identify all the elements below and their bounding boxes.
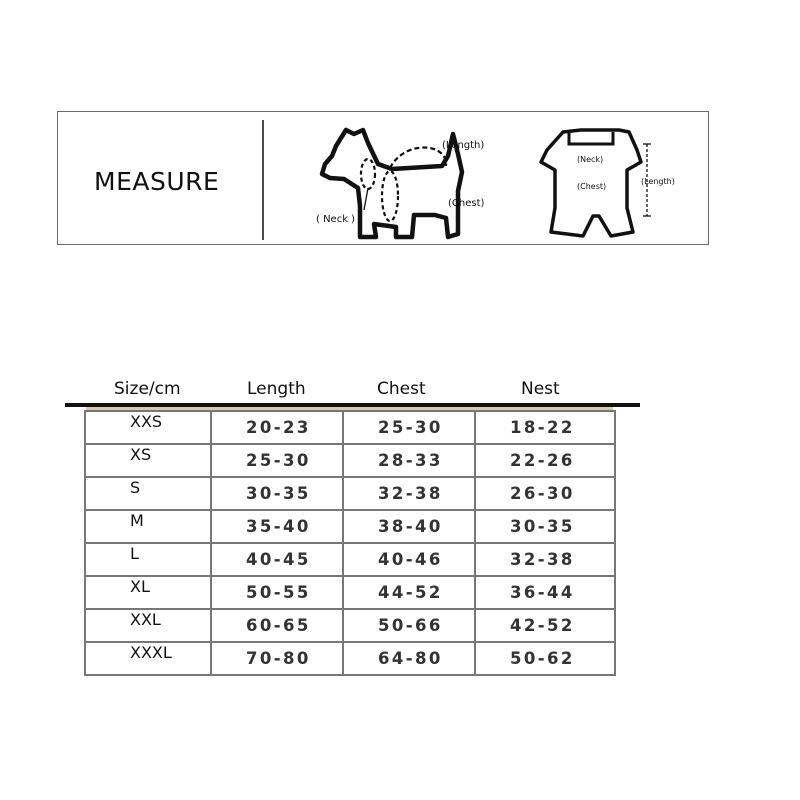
chest-cell: 44-52 (343, 576, 475, 609)
size-cell: XXL (85, 609, 211, 642)
chest-cell: 64-80 (343, 642, 475, 675)
nest-cell: 32-38 (475, 543, 615, 576)
length-cell: 30-35 (211, 477, 343, 510)
coat-neck-label: (Neck) (577, 155, 604, 164)
measure-panel (57, 111, 709, 245)
dog-measure-diagram (308, 116, 528, 244)
chest-cell: 50-66 (343, 609, 475, 642)
length-cell: 20-23 (211, 411, 343, 444)
nest-cell: 22-26 (475, 444, 615, 477)
size-cell: L (85, 543, 211, 576)
header-chest: Chest (377, 379, 426, 399)
table-row (85, 411, 615, 444)
chest-cell: 28-33 (343, 444, 475, 477)
dog-neck-label: ( Neck ) (316, 214, 356, 225)
chest-cell: 40-46 (343, 543, 475, 576)
length-cell: 50-55 (211, 576, 343, 609)
table-row (85, 609, 615, 642)
size-table (84, 410, 616, 676)
dog-length-label: (Length) (442, 140, 485, 151)
coat-chest-label: (Chest) (577, 182, 607, 191)
size-cell: XXXL (85, 642, 211, 675)
nest-cell: 30-35 (475, 510, 615, 543)
chest-measure-ring (382, 171, 398, 221)
table-row (85, 576, 615, 609)
neck-measure-ring (361, 159, 375, 189)
measure-title: MEASURE (94, 167, 220, 196)
nest-cell: 18-22 (475, 411, 615, 444)
dog-chest-label: (Chest) (448, 198, 485, 209)
size-cell: XXS (85, 411, 211, 444)
length-cell: 40-45 (211, 543, 343, 576)
size-cell: M (85, 510, 211, 543)
length-cell: 60-65 (211, 609, 343, 642)
table-row (85, 510, 615, 543)
coat-length-label: (Length) (641, 177, 675, 186)
header-nest: Nest (521, 379, 560, 399)
nest-cell: 42-52 (475, 609, 615, 642)
table-row (85, 477, 615, 510)
table-row (85, 642, 615, 675)
chest-cell: 25-30 (343, 411, 475, 444)
coat-measure-diagram (533, 122, 683, 242)
table-row (85, 444, 615, 477)
chest-cell: 38-40 (343, 510, 475, 543)
header-size: Size/cm (114, 379, 181, 399)
measure-divider (262, 120, 264, 240)
header-length: Length (247, 379, 306, 399)
size-cell: S (85, 477, 211, 510)
chest-cell: 32-38 (343, 477, 475, 510)
nest-cell: 36-44 (475, 576, 615, 609)
length-cell: 25-30 (211, 444, 343, 477)
nest-cell: 50-62 (475, 642, 615, 675)
nest-cell: 26-30 (475, 477, 615, 510)
size-cell: XL (85, 576, 211, 609)
table-row (85, 543, 615, 576)
length-cell: 70-80 (211, 642, 343, 675)
length-cell: 35-40 (211, 510, 343, 543)
size-cell: XS (85, 444, 211, 477)
